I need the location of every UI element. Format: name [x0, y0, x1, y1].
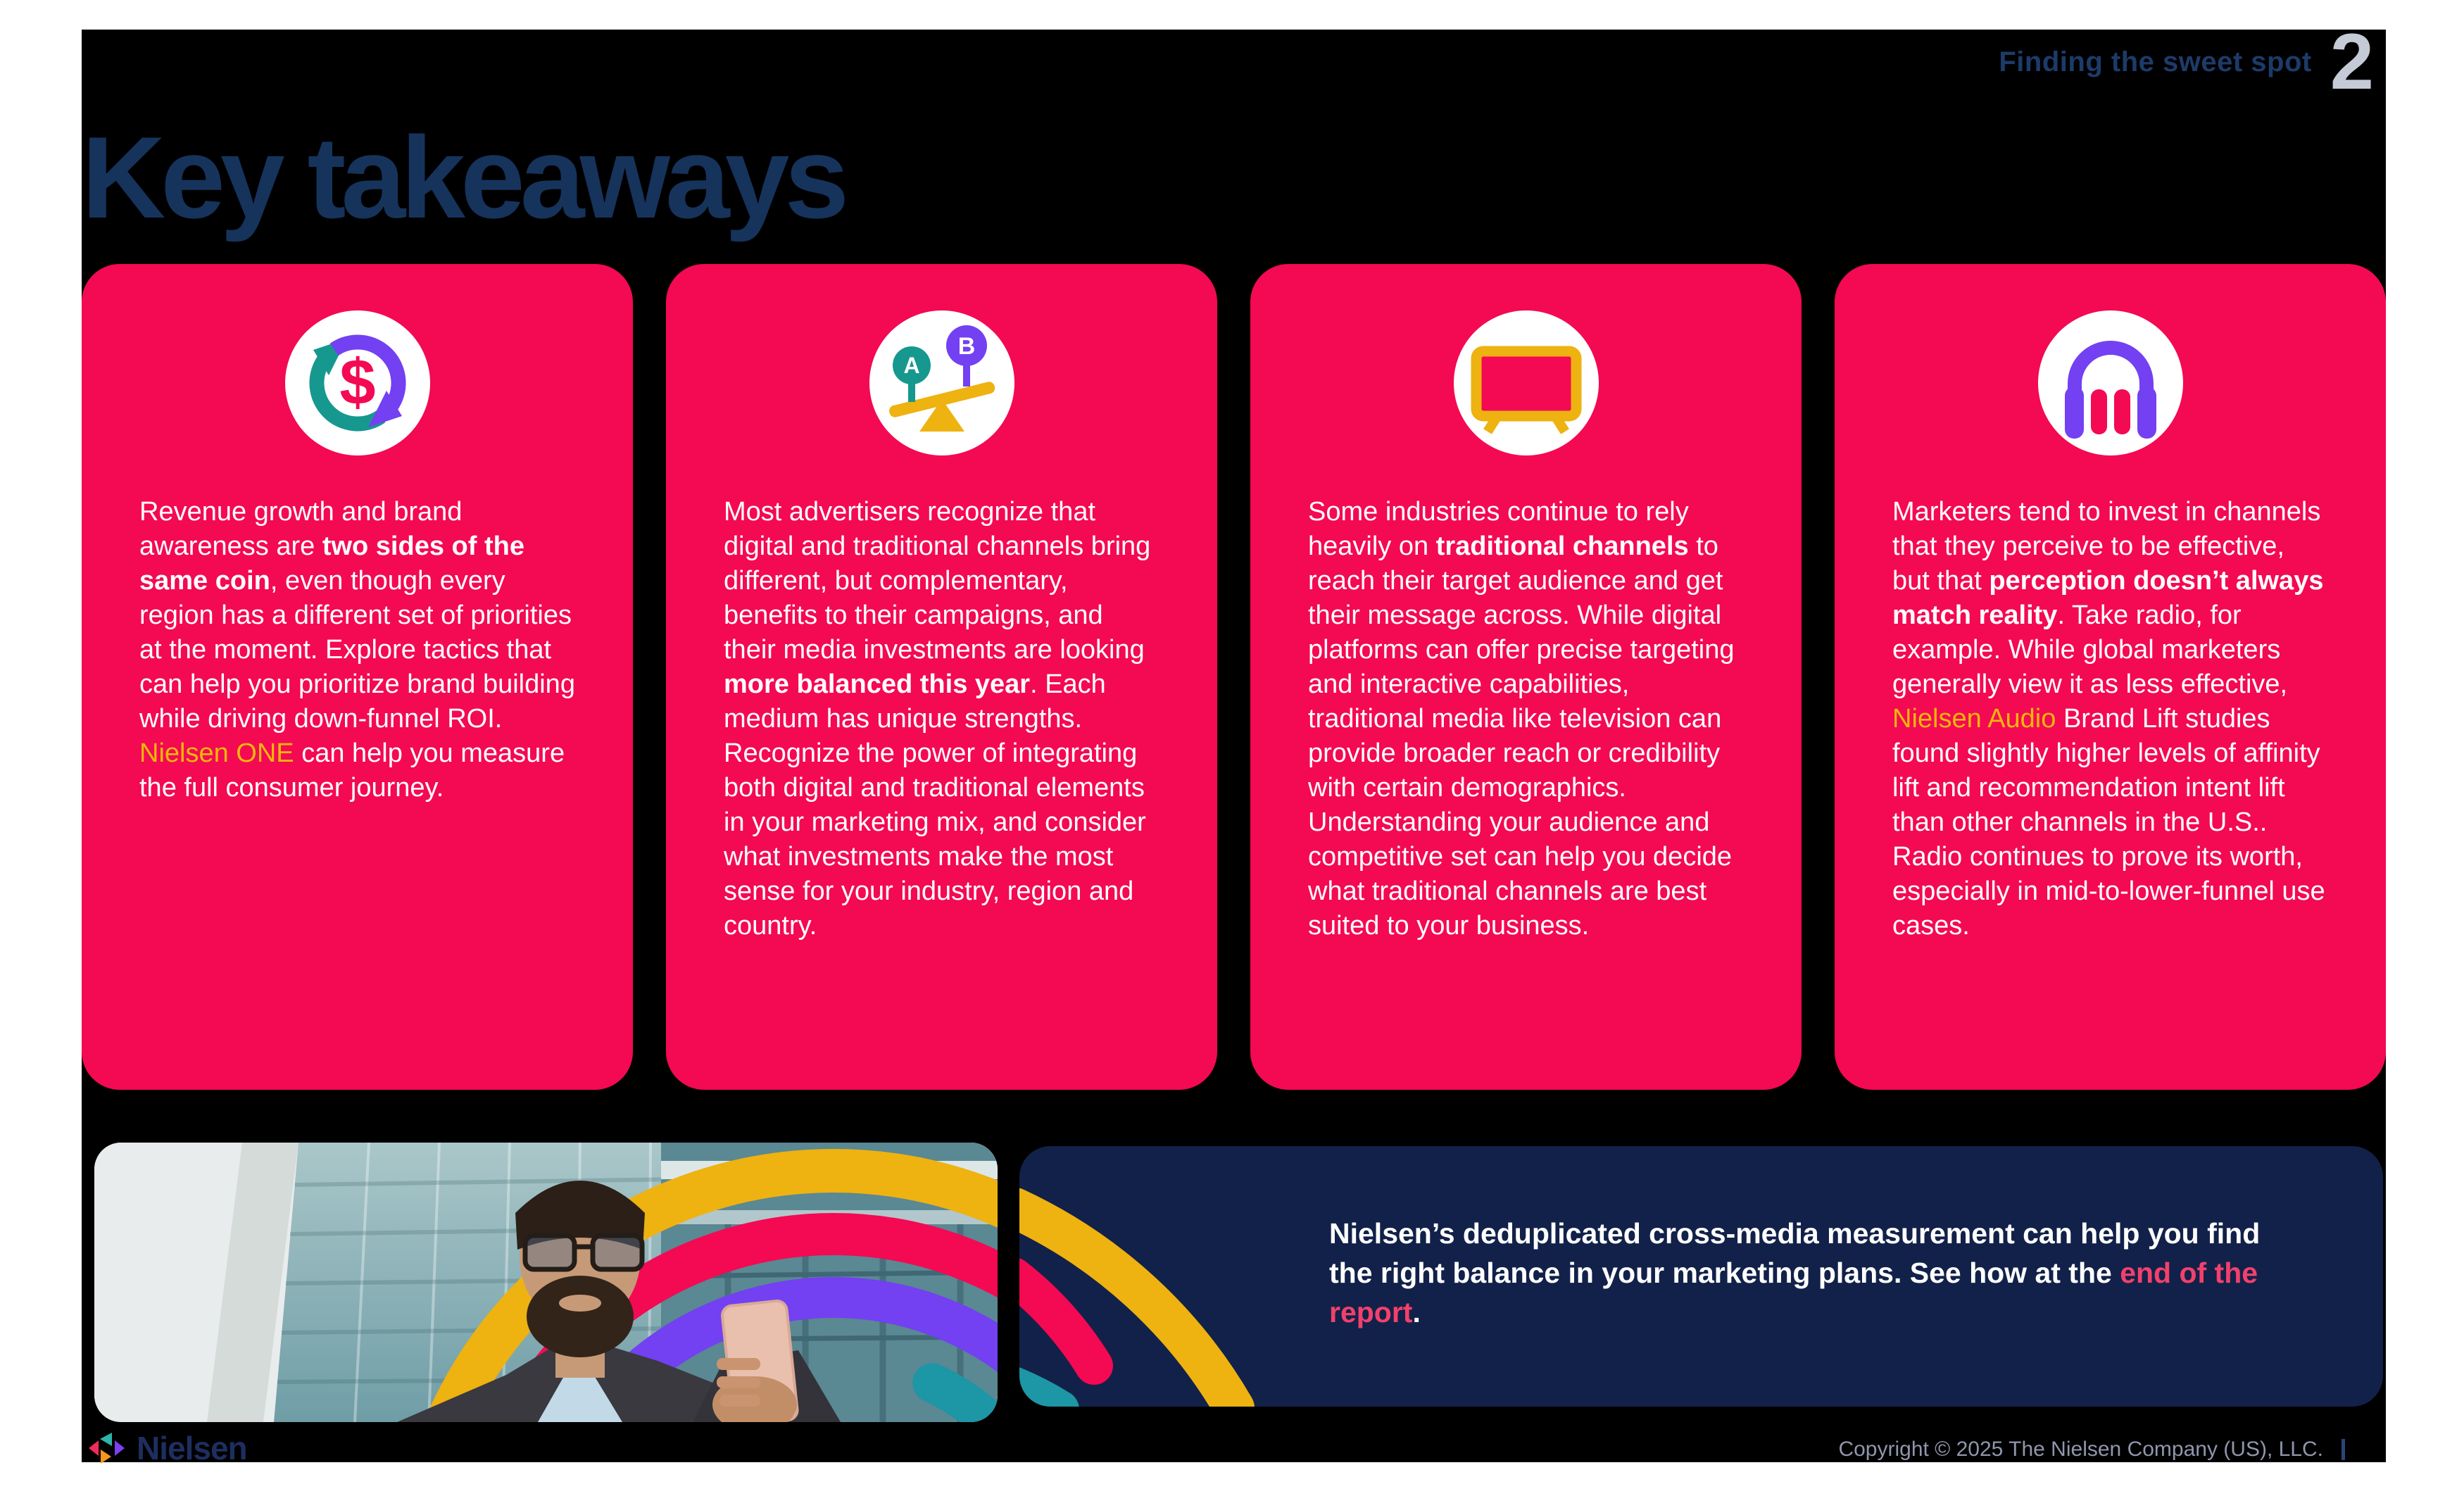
inline-link[interactable]: Nielsen ONE	[139, 738, 294, 768]
svg-text:B: B	[957, 333, 975, 360]
cross-media-banner	[1019, 1146, 2383, 1407]
slide	[82, 18, 2386, 1466]
svg-text:$: $	[339, 346, 376, 418]
revenue-cycle-icon	[285, 310, 430, 455]
television-icon	[1454, 310, 1599, 455]
header	[1999, 18, 2374, 106]
page-title: Key takeaways	[82, 113, 845, 242]
section-label: Finding the sweet spot	[1999, 46, 2312, 77]
card-text: Marketers tend to invest in channels that they perceive to be effective, but that perception doesn’t always match reality. Take radio, for example. While global marketers generally view it as less effective, Nielsen Audio Brand Lift studies found slightly higher levels of affinity lift and recommendation intent lift than other channels in the U.S.. Radio continues to prove its worth, especially in mid-to-lower-funnel use cases.	[1892, 497, 2325, 941]
businessman-photo	[94, 1143, 998, 1422]
card-revenue-brand	[82, 264, 633, 1090]
card-text: Most advertisers recognize that digital and traditional channels bring different, but complementary, benefits to their campaigns, and their media investments are looking more balanced this year. Each medium has unique strengths. Recognize the power of integrating both digital and traditional elements in your marketing mix, and consider what investments make the most sense for your industry, region and country.	[724, 497, 1151, 941]
takeaway-cards	[82, 264, 2386, 1090]
ab-balance-icon	[869, 310, 1014, 455]
page-number: 2	[2330, 18, 2374, 106]
banner-text: Nielsen’s deduplicated cross-media measurement can help you find the right balance in your marketing plans. See how at the end of the report.	[1329, 1217, 2261, 1328]
svg-text:A: A	[903, 353, 920, 378]
card-balanced-investments	[666, 264, 1217, 1090]
card-text: Revenue growth and brand awareness are two sides of the same coin, even though every region has a different set of priorities at the moment. Explore tactics that can help you prioritize brand building while driving down-funnel ROI. Nielsen ONE can help you measure the full consumer journey.	[139, 497, 575, 803]
card-text: Some industries continue to rely heavily on traditional channels to reach their target audience and get their message across. While digital platforms can offer precise targeting and interactive capabilities, traditional media like television can provide broader reach or credibility with certain demographics. Understanding your audience and competitive set can help you decide what traditional channels are best suited to your business.	[1308, 497, 1735, 941]
inline-link[interactable]: Nielsen Audio	[1892, 704, 2056, 734]
copyright-text: Copyright © 2025 The Nielsen Company (US), LLC.	[1838, 1438, 2323, 1461]
card-radio-perception	[1835, 264, 2386, 1090]
inline-link[interactable]: end of the report	[1329, 1257, 2258, 1328]
footer-divider	[2342, 1439, 2345, 1460]
nielsen-logo-icon	[89, 1431, 127, 1465]
nielsen-logo-text: Nielsen	[137, 1430, 247, 1466]
headphones-icon	[2038, 310, 2183, 455]
copyright-area	[1838, 1438, 2345, 1462]
card-traditional-channels	[1250, 264, 1802, 1090]
nielsen-logo	[89, 1429, 247, 1467]
